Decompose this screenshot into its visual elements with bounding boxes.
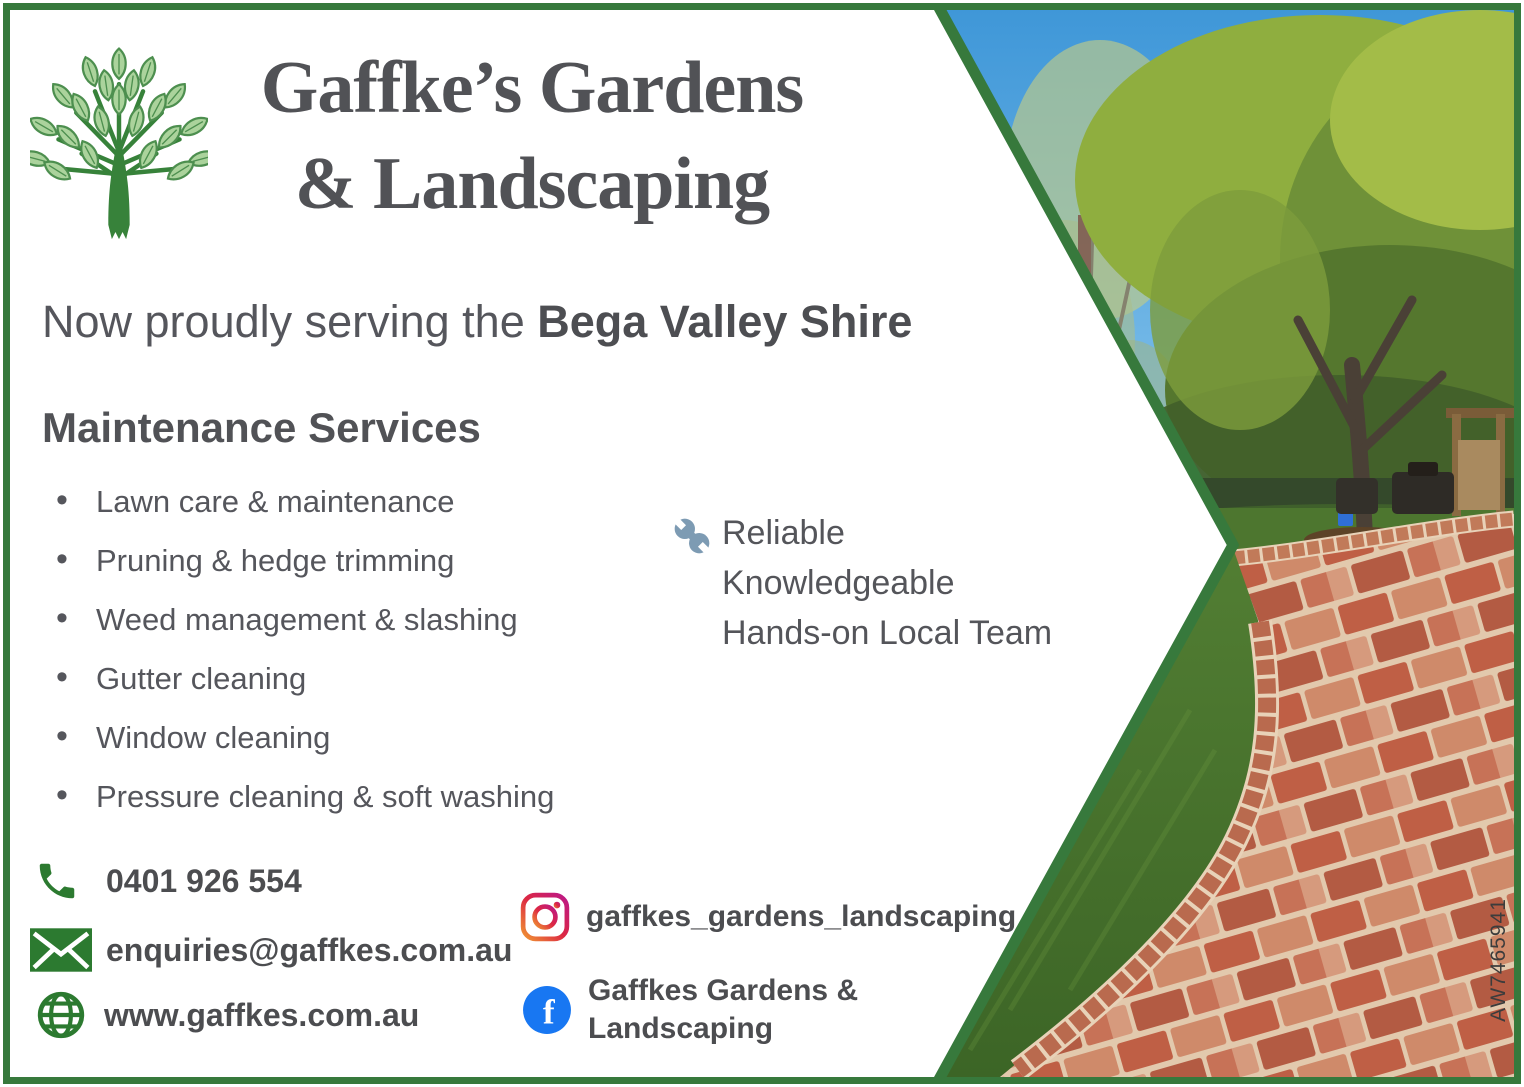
website-row[interactable]: [36, 990, 419, 1040]
facebook-icon: [522, 985, 572, 1035]
service-label: • Pressure cleaning & soft washing: [96, 778, 555, 814]
trunk: [108, 145, 129, 239]
email-icon: [30, 928, 92, 972]
service-label: • Gutter cleaning: [96, 660, 307, 696]
tagline: [42, 296, 1042, 348]
list-item: [50, 708, 670, 767]
list-item: [50, 590, 670, 649]
brand-title-line1: Gaffke’s Gardens: [260, 47, 804, 129]
email-address[interactable]: enquiries@gaffkes.com.au: [106, 931, 513, 968]
feature-line: Knowledgeable: [722, 564, 955, 602]
facebook-name-line1: Gaffkes Gardens &: [588, 974, 859, 1007]
service-label: • Window cleaning: [96, 719, 331, 755]
brand-title: [200, 40, 864, 232]
tagline-highlight: Bega Valley Shire: [537, 296, 913, 347]
website-url[interactable]: www.gaffkes.com.au: [104, 996, 420, 1033]
phone-row[interactable]: [34, 858, 302, 904]
service-label: • Pruning & hedge trimming: [96, 542, 455, 578]
phone-icon: [34, 858, 80, 904]
brand-title-line2: & Landscaping: [294, 143, 770, 225]
instagram-handle[interactable]: gaffkes_gardens_landscaping: [586, 900, 1017, 933]
service-label: • Weed management & slashing: [96, 601, 518, 637]
ad-id: AW7465941: [1487, 898, 1510, 1022]
tagline-prefix: Now proudly serving the: [42, 296, 538, 347]
list-item: [50, 531, 670, 590]
facebook-name[interactable]: [588, 972, 858, 1048]
facebook-row[interactable]: [522, 972, 858, 1048]
feature-line: Reliable: [722, 514, 845, 552]
service-label: • Lawn care & maintenance: [96, 483, 455, 519]
list-item: [50, 649, 670, 708]
features-block: [670, 508, 1100, 658]
tree-logo: [30, 36, 208, 241]
list-item: [50, 472, 670, 531]
list-item: [50, 767, 670, 826]
instagram-icon: [520, 892, 570, 942]
instagram-row[interactable]: [520, 892, 1016, 942]
email-row[interactable]: [30, 928, 512, 972]
services-heading: Maintenance Services: [42, 404, 481, 451]
feature-line: Hands-on Local Team: [722, 614, 1053, 652]
phone-number[interactable]: 0401 926 554: [106, 862, 302, 899]
services-list: [50, 472, 670, 826]
globe-icon: [36, 990, 86, 1040]
wrench-icon: [670, 514, 714, 558]
svg-text:f: f: [542, 991, 555, 1032]
facebook-name-line2: Landscaping: [588, 1012, 774, 1045]
